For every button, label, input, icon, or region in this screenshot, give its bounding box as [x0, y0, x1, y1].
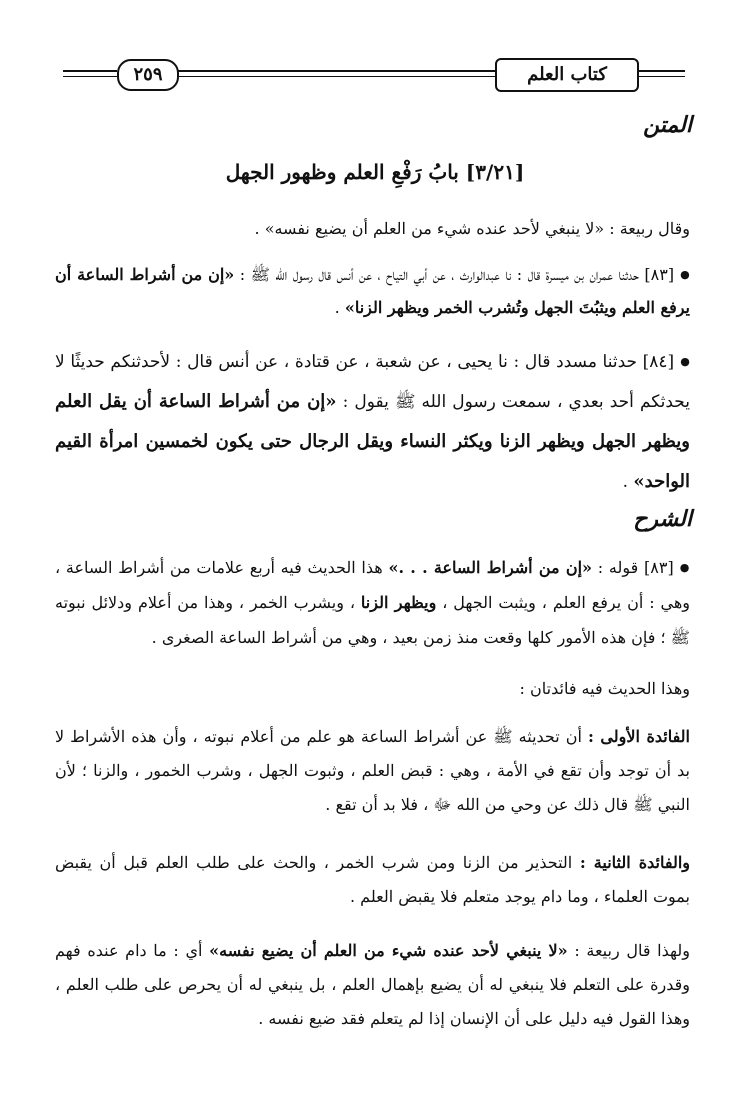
hadith-84-chain: [٨٤] حدثنا مسدد قال : نا يحيى ، عن شعبة ، عن قتادة ، عن أنس قال : لأحدثنكم حديثًا لا يحدثكم أحد بعدي ، سمعت رسول الله ﷺ يقول : — [55, 352, 691, 412]
hadith-83-text: «إن من أشراط الساعة أن يرفع العلم ويثبُتَ الجهل وتُشرب الخمر ويظهر الزنا» — [55, 265, 690, 317]
sharh-p4-heading: والفائدة الثانية : — [579, 853, 690, 872]
header-rule-middle — [175, 70, 495, 72]
hadith-84-text: «إن من أشراط الساعة أن يقل العلم ويظهر الجهل ويظهر الزنا ويكثر النساء ويقل الرجال حتى يكون لخمسين امرأة القيم الواحد» — [55, 391, 690, 492]
header-rule-left — [63, 70, 117, 72]
sharh-paragraph-1 — [55, 550, 690, 655]
header-rule-right-thin — [635, 76, 685, 77]
header-rule-left-thin — [63, 76, 117, 77]
sharh-p5-text: أي : ما دام عنده فهم وقدرة على التعلم فلا ينبغي له أن يضيع بإهمال العلم ، بل ينبغي له أن يحرص على طلب العلم ، وهذا القول فيه دليل على أن الإنسان إذا لم يتعلم فقد ضيع نفسه . — [55, 941, 690, 1028]
header-rule-middle-thin — [175, 76, 495, 77]
matn-label-text: المتن — [643, 112, 692, 138]
sharh-p2-text: وهذا الحديث فيه فائدتان : — [519, 679, 690, 698]
sharh-label-text: الشرح — [633, 506, 692, 532]
page-number: ٢٥٩ — [117, 59, 179, 91]
sharh-p1-emph: ويظهر الزنا — [360, 593, 437, 612]
sharh-p1-prefix: [٨٣] قوله : — [597, 558, 674, 577]
sharh-paragraph-4 — [55, 846, 690, 914]
hadith-83-chain: [٨٣] حدثنا عمران بن ميسرة قال : نا عبدالوارث ، عن أبي التياح ، عن أنس قال رسول الله ﷺ : — [239, 265, 675, 284]
sharh-p1-text-b: ، ويشرب الخمر ، وهذا من أعلام ودلائل نبوته ﷺ ؛ فإن هذه الأمور كلها وقعت منذ زمن بعيد ، وهي من أشراط الساعة الصغرى . — [55, 593, 690, 647]
hadith-83-end: . — [334, 298, 340, 317]
sharh-p4-text: التحذير من الزنا ومن شرب الخمر ، والحث على طلب العلم قبل أن يقبض بموت العلماء ، وما دام يوجد متعلم فلا يقبض العلم . — [55, 853, 690, 906]
hadith-83 — [55, 258, 690, 324]
rabia-quote — [55, 212, 690, 245]
sharh-paragraph-3 — [55, 720, 690, 822]
rabia-quote-text: وقال ربيعة : «لا ينبغي لأحد عنده شيء من العلم أن يضيع نفسه» . — [254, 219, 690, 238]
chapter-title: [٣/٢١] بابُ رَفْعِ العلم وظهور الجهل — [225, 160, 525, 184]
sharh-paragraph-5 — [55, 934, 690, 1036]
sharh-p1-quote: «إن من أشراط الساعة . . .» — [388, 558, 593, 577]
sharh-paragraph-2 — [55, 672, 690, 705]
sharh-p5-prefix: ولهذا قال ربيعة : — [574, 941, 690, 960]
hadith-84 — [55, 342, 690, 502]
header-rule-right — [635, 70, 685, 72]
sharh-p1-text-a: هذا الحديث فيه أربع علامات من أشراط الساعة ، وهي : أن يرفع العلم ، ويثبت الجهل ، — [55, 558, 691, 612]
sharh-p3-text: أن تحديثه ﷺ عن أشراط الساعة هو علم من أعلام نبوته ، وأن هذه الأشراط لا بد أن توجد وأن تقع في الأمة ، وهي : قبض العلم ، وثبوت الجهل ، وشرب الخمور ، والزنا ؛ لأن النبي ﷺ قال ذلك عن وحي من الله ﷻ ، فلا بد أن تقع . — [55, 727, 690, 814]
sharh-p3-heading: الفائدة الأولى : — [588, 727, 690, 746]
hadith-84-end: . — [622, 472, 628, 492]
matn-label — [643, 112, 692, 138]
book-title: كتاب العلم — [495, 58, 639, 92]
sharh-label — [633, 506, 692, 532]
sharh-p5-quote: «لا ينبغي لأحد عنده شيء من العلم أن يضيع نفسه» — [209, 941, 568, 960]
